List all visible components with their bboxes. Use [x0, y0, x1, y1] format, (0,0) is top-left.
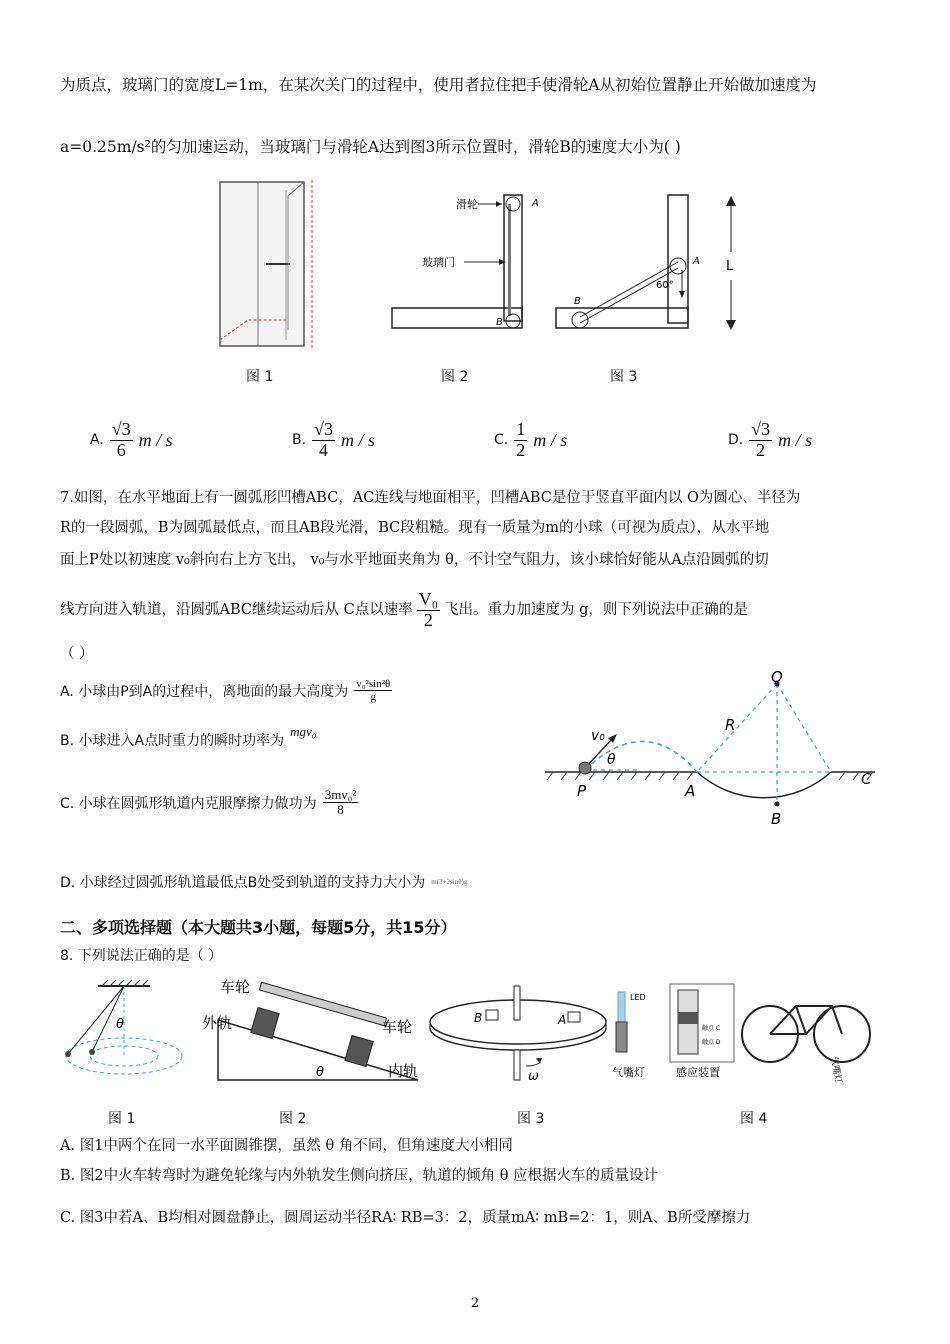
option-expression: $\frac{\text{v₀²sin²θ}}{g}$ — [356, 678, 391, 704]
option-expression: $\frac{\text{3mv₀²}}{8}$ — [324, 787, 357, 818]
label-b: B — [496, 317, 503, 328]
option-fraction: $\frac{1}{2}$ — [516, 419, 526, 460]
page-number: 2 — [470, 1296, 480, 1311]
label-b: B — [771, 810, 782, 828]
option-text: A. 小球由P到A的过程中，离地面的最大高度为 — [60, 683, 349, 700]
option-unit: m / s — [533, 429, 568, 450]
option-unit: m / s — [778, 429, 813, 450]
q8-option-a[interactable]: A. 图1中两个在同一水平面圆锥摆，虽然 θ 角不同，但角速度大小相同 — [60, 1138, 513, 1154]
q7-line-3: 面上P处以初速度 v₀斜向右上方飞出， v₀与水平地面夹角为 θ，不计空气阻力，该小球恰好能从A点沿圆弧的切 — [60, 552, 769, 568]
option-unit: m / s — [138, 429, 173, 450]
q8-caption-3: 图 3 — [517, 1111, 545, 1127]
q8-caption-1: 图 1 — [108, 1111, 136, 1127]
label-pulley: 滑轮 — [456, 198, 478, 211]
label-60deg: 60° — [656, 280, 674, 291]
option-text: C. 小球在圆弧形轨道内克服摩擦力做功为 — [60, 795, 317, 812]
q7-line-2: R的一段圆弧，B为圆弧最低点，而且AB段光滑，BC段粗糙。现有一质量为m的小球（可视为质点），从水平地 — [60, 520, 770, 536]
q7-option-a[interactable] — [60, 678, 392, 703]
q6-option-c[interactable] — [494, 420, 567, 461]
label-theta: θ — [316, 1065, 324, 1080]
q8-figure-4 — [610, 984, 880, 1084]
label-a: A — [532, 198, 539, 209]
q6-option-d[interactable] — [728, 420, 812, 461]
label-omega: ω — [528, 1069, 539, 1084]
label-bike-lamp: 气嘴灯 — [828, 1055, 843, 1085]
section-2-title: 二、多项选择题（本大题共3小题，每题5分，共15分） — [60, 918, 457, 937]
q7-option-b[interactable] — [60, 724, 317, 750]
q6-figure-3 — [556, 190, 746, 340]
label-theta: θ — [607, 752, 616, 768]
q6-figure-2 — [392, 190, 562, 340]
label-v0: v₀ — [591, 728, 605, 744]
option-text: D. 小球经过圆弧形轨道最低点B处受到轨道的支持力大小为 — [60, 875, 426, 891]
q7-line-4-start: 线方向进入轨道，沿圆弧ABC继续运动后从 C点以速率 — [60, 601, 413, 618]
option-expression: m(3+2sinθ)g — [431, 878, 468, 886]
point-b-icon — [775, 802, 780, 807]
q7-line-4-fraction: $\frac{\text{V₀}}{2}$ — [418, 589, 438, 630]
label-a: A — [693, 256, 700, 267]
label-l: L — [726, 259, 734, 274]
q6-option-b[interactable] — [292, 420, 375, 461]
option-letter: D. — [728, 432, 744, 449]
q7-option-c[interactable] — [60, 788, 358, 818]
q8-figure-1 — [58, 980, 178, 1090]
label-outer-rail: 外轨 — [202, 1014, 233, 1032]
q6-figure-1 — [218, 180, 318, 350]
q7-option-d[interactable] — [60, 872, 467, 892]
label-b: B — [474, 1011, 483, 1025]
label-wheel: 车轮 — [220, 978, 251, 996]
option-letter: A. — [90, 432, 104, 449]
option-fraction: $\frac{√3}{6}$ — [111, 419, 131, 460]
q6-option-a[interactable] — [90, 420, 173, 461]
option-letter: C. — [494, 432, 509, 449]
q7-line-1: 7.如图，在水平地面上有一圆弧形凹槽ABC，AC连线与地面相平，凹槽ABC是位于竖直平面内以 O为圆心、半径为 — [60, 490, 801, 506]
label-o: O — [771, 668, 783, 686]
q8-figure-3 — [428, 984, 613, 1084]
label-c: C — [861, 770, 872, 788]
q7-line-4-end: 飞出。重力加速度为 g，则下列说法中正确的是 — [443, 601, 748, 618]
label-glass-door: 玻璃门 — [422, 256, 455, 269]
q8-caption-2: 图 2 — [279, 1111, 307, 1127]
label-inner-rail: 内轨 — [388, 1062, 419, 1080]
option-text: B. 小球进入A点时重力的瞬时功率为 — [60, 733, 285, 749]
label-valve-lamp: 气嘴灯 — [612, 1066, 645, 1079]
option-unit: m / s — [340, 429, 375, 450]
label-led: LED — [630, 993, 646, 1002]
label-wheel-2: 车轮 — [382, 1018, 413, 1036]
label-a: A — [558, 1013, 567, 1027]
label-r: R — [725, 716, 736, 734]
q8-option-c[interactable]: C. 图3中若A、B均相对圆盘静止，圆周运动半径RA∶ RB=3：2，质量mA∶ mB=2：1，则A、B所受摩擦力 — [60, 1210, 751, 1226]
label-sensor: 感应装置 — [676, 1066, 720, 1079]
q8-option-b[interactable]: B. 图2中火车转弯时为避免轮缘与内外轨发生侧向挤压，轨道的倾角 θ 应根据火车的质量设计 — [60, 1168, 659, 1184]
option-fraction: $\frac{√3}{4}$ — [314, 419, 333, 460]
q8-figure-2 — [198, 980, 428, 1090]
q6-caption-1: 图 1 — [246, 369, 274, 385]
label-contact-d: 触点 D — [702, 1039, 721, 1046]
label-a: A — [685, 782, 696, 800]
option-expression: mgv₀ — [290, 724, 317, 739]
q7-line-4 — [60, 590, 892, 631]
q8-stem: 8. 下列说法正确的是（ ） — [60, 948, 223, 964]
label-p: P — [577, 782, 587, 800]
q6-line-2: a=0.25m/s²的匀加速运动，当玻璃门与滑轮A达到图3所示位置时，滑轮B的速度大小为( ) — [60, 138, 681, 156]
option-letter: B. — [292, 432, 307, 449]
ball-icon — [579, 762, 591, 774]
q6-line-1: 为质点，玻璃门的宽度L=1m，在某次关门的过程中，使用者拉住把手使滑轮A从初始位置静止开始做加速度为 — [60, 76, 817, 94]
q8-caption-4: 图 4 — [740, 1111, 768, 1127]
label-b: B — [574, 296, 581, 307]
q7-line-5: （ ） — [60, 646, 94, 662]
option-fraction: $\frac{√3}{2}$ — [751, 419, 771, 460]
q6-caption-3: 图 3 — [610, 369, 638, 385]
q6-caption-2: 图 2 — [441, 369, 469, 385]
label-contact-c: 触点 C — [702, 1025, 721, 1032]
label-theta: θ — [116, 1017, 124, 1032]
q7-figure — [545, 668, 880, 832]
